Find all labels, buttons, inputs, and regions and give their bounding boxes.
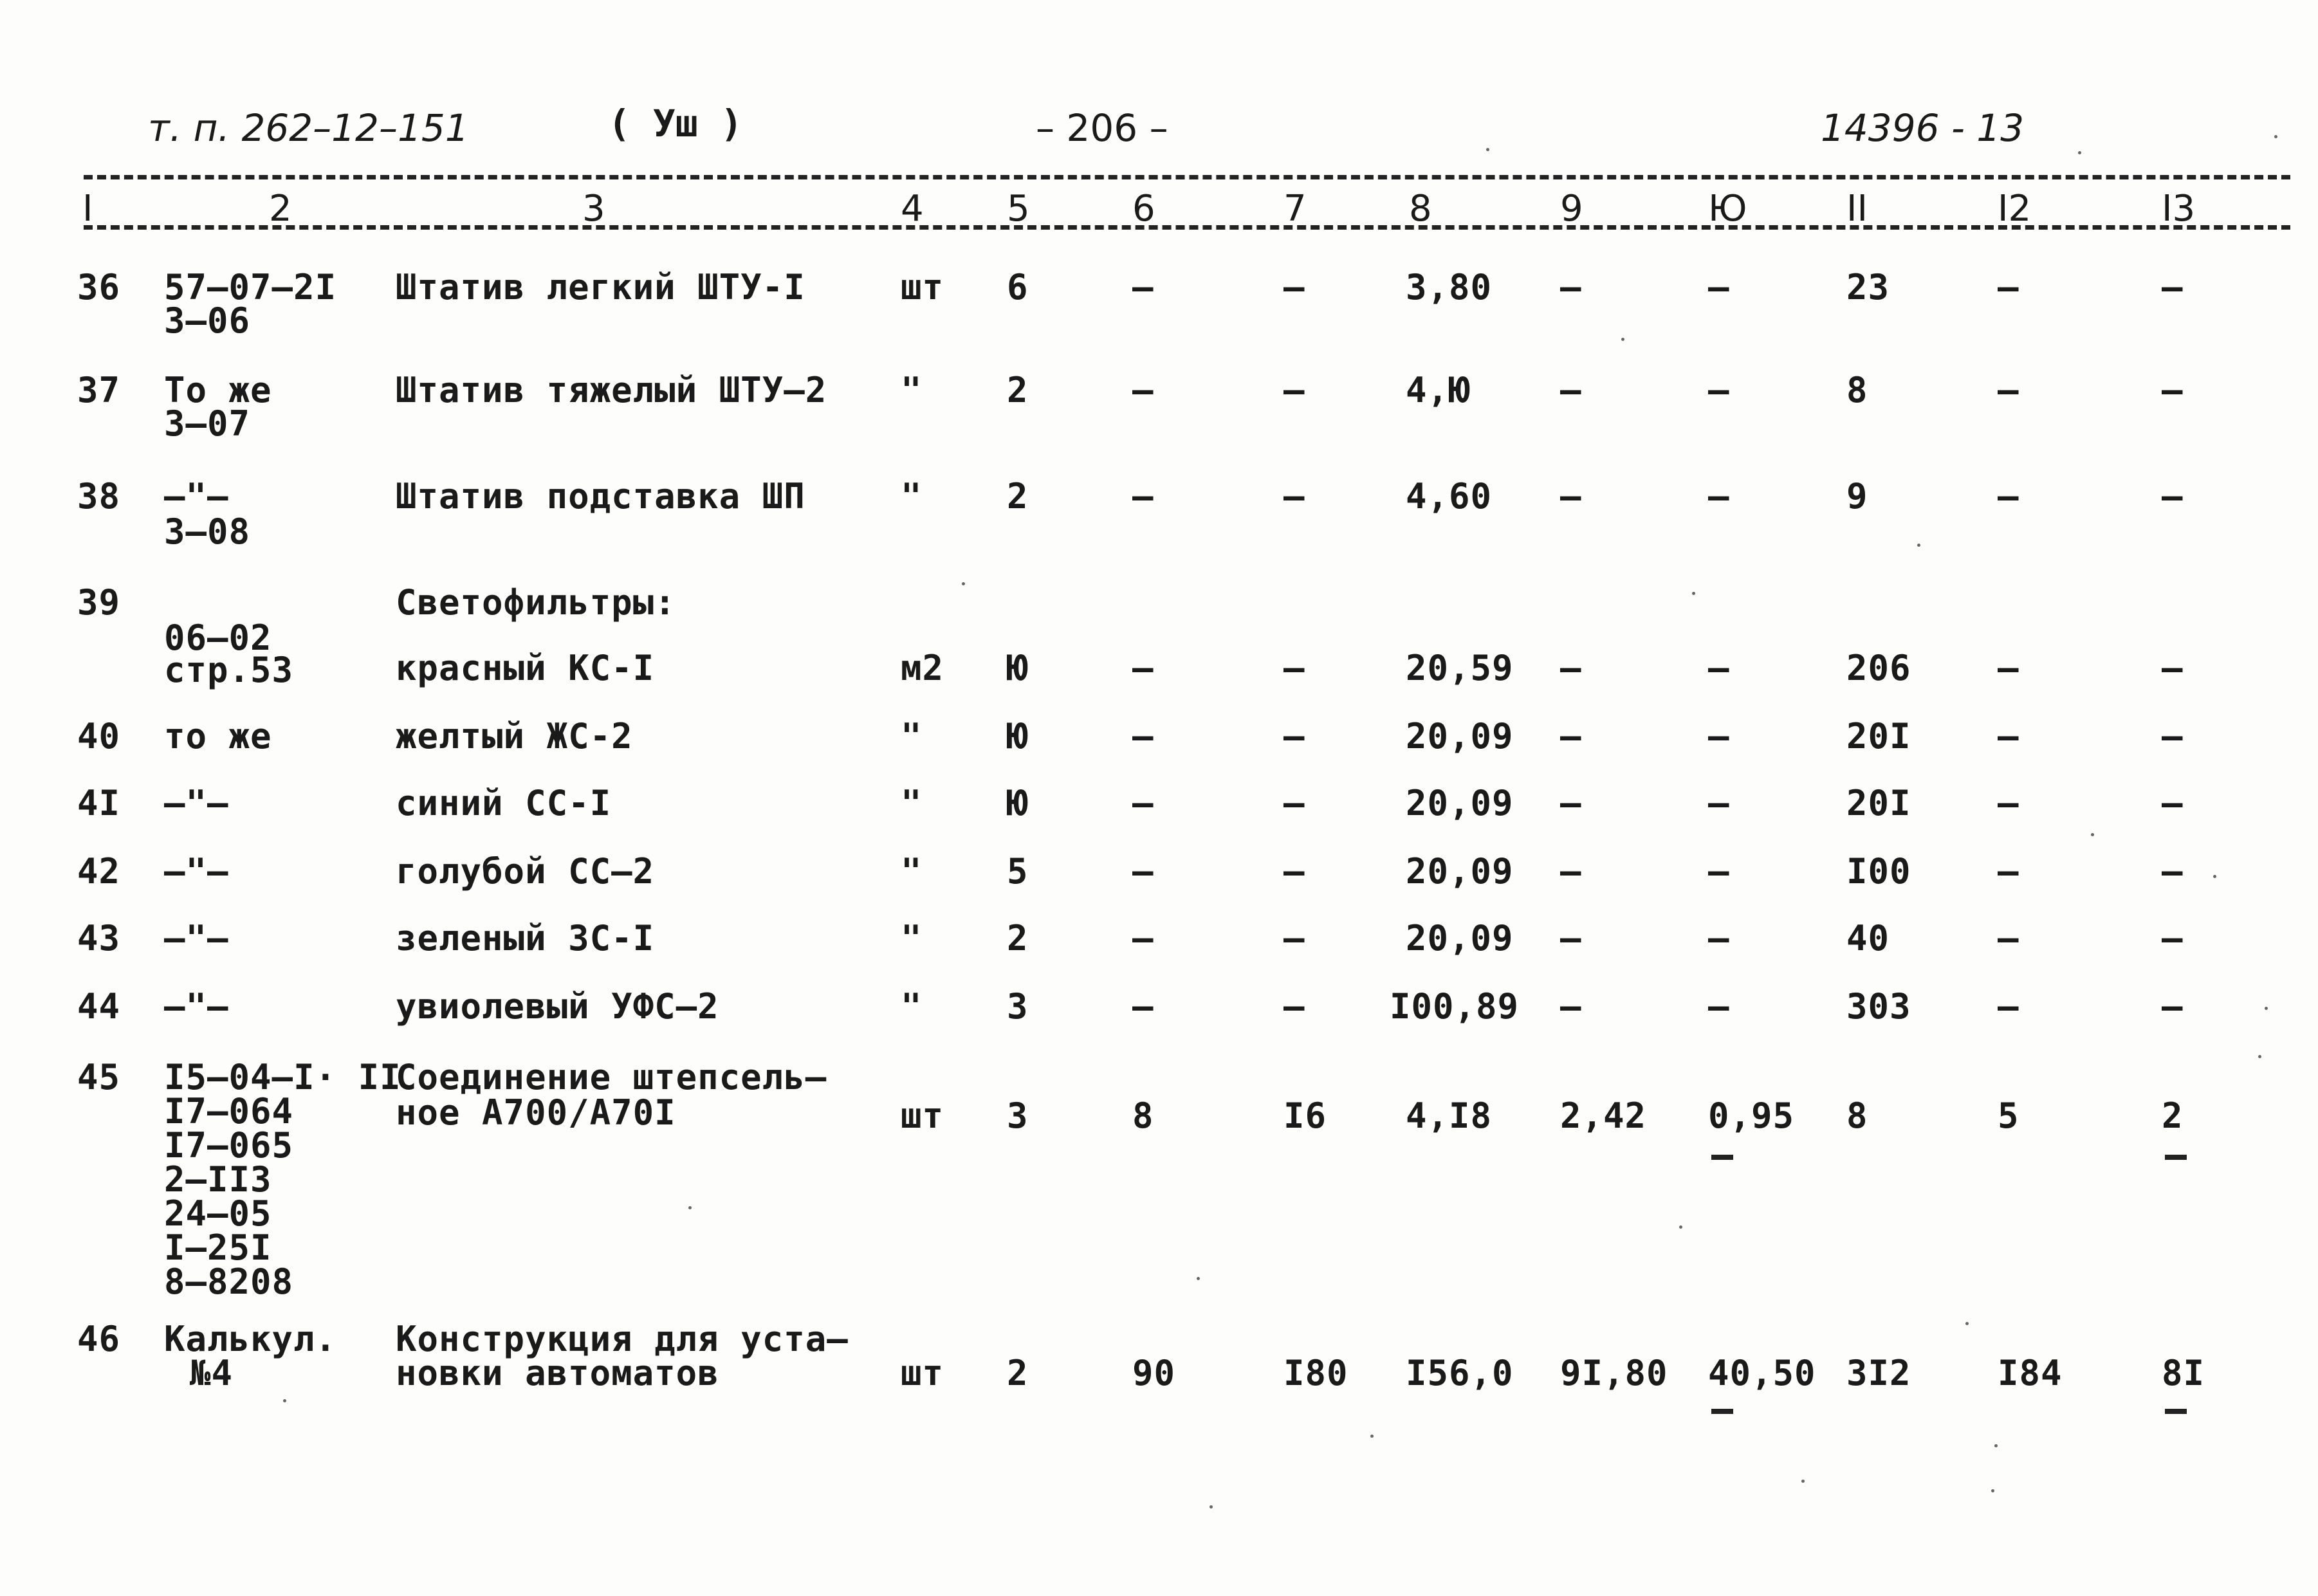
col-5: 2 [1007,370,1029,410]
col-7: – [1283,476,1305,517]
col-12: – [1998,783,2019,823]
col-8: 4,I8 [1406,1096,1493,1136]
col-11: I00 [1846,851,1911,892]
item-name: ное А700/А70I [396,1092,676,1133]
norm-code: стр.53 [164,650,294,690]
col-6: – [1132,783,1154,823]
unit: м2 [901,648,944,688]
project-number: т. п. 262–12–151 [148,106,469,150]
group-heading: Светофильтры: [396,582,676,623]
page-number: – 206 – [1036,106,1168,150]
col-10: – [1708,716,1730,757]
col-9: – [1560,476,1582,517]
col-6: – [1132,851,1154,892]
norm-code: 24–05 [164,1193,272,1234]
col-5: 2 [1007,476,1029,517]
row-number: 36 [77,267,121,307]
unit: " [901,851,923,892]
norm-code: 8–8208 [164,1261,294,1302]
col-8: 20,09 [1406,918,1514,959]
col-9: – [1560,648,1582,688]
scan-speck [2213,875,2216,878]
column-number: 3 [582,188,605,230]
col-8: 4,60 [1406,476,1493,517]
col-6: 8 [1132,1096,1154,1136]
scan-speck [2091,833,2094,836]
norm-code: 57–07–2I [164,267,337,307]
column-number: 6 [1132,188,1155,230]
col-8: 20,09 [1406,783,1514,823]
scan-speck [1679,1225,1682,1229]
col-13: – [2162,476,2184,517]
norm-code: 2–II3 [164,1159,272,1200]
norm-code: I7–064 [164,1091,294,1132]
col-13: – [2162,648,2184,688]
norm-code: –"– [164,783,229,823]
header-rule-top [84,175,2290,179]
col-13: – [2162,370,2184,410]
col-6: – [1132,370,1154,410]
underline-mark [2165,1155,2187,1160]
item-name: синий СС-I [396,783,612,823]
col-10: – [1708,783,1730,823]
item-name: Штатив подставка ШП [396,476,805,517]
col-5: 6 [1007,267,1029,307]
underline-mark [1711,1155,1733,1160]
column-number: I2 [1998,188,2032,230]
col-6: 90 [1132,1353,1176,1393]
col-8: 20,09 [1406,851,1514,892]
col-10: – [1708,918,1730,959]
col-10: – [1708,851,1730,892]
scan-speck [688,1206,692,1209]
col-9: 9I,80 [1560,1353,1668,1393]
unit: " [901,783,923,823]
column-number: I3 [2162,188,2196,230]
item-name: новки автоматов [396,1353,719,1393]
unit: " [901,370,923,410]
scan-speck [1210,1505,1213,1509]
col-7: – [1283,648,1305,688]
col-6: – [1132,476,1154,517]
scan-speck [962,582,965,585]
scan-speck [2265,1007,2268,1010]
scan-speck [1991,1489,1994,1492]
col-11: 40 [1846,918,1890,959]
scan-speck [283,1399,286,1402]
row-number: 4I [77,783,121,823]
row-number: 45 [77,1057,121,1097]
norm-code: –"– [164,918,229,959]
scan-speck [2078,151,2081,154]
col-7: I6 [1283,1096,1327,1136]
col-12: – [1998,370,2019,410]
scan-speck [1621,338,1624,341]
unit: " [901,986,923,1027]
norm-code: Калькул. [164,1319,337,1359]
col-6: – [1132,267,1154,307]
col-10: – [1708,648,1730,688]
col-7: – [1283,267,1305,307]
col-5: 5 [1007,851,1029,892]
col-12: – [1998,476,2019,517]
col-11: 8 [1846,370,1868,410]
row-number: 46 [77,1319,121,1359]
norm-code: 3–07 [164,403,251,444]
column-number: 7 [1283,188,1307,230]
col-12: – [1998,851,2019,892]
column-number: 8 [1409,188,1432,230]
col-13: – [2162,716,2184,757]
col-12: – [1998,986,2019,1027]
col-9: 2,42 [1560,1096,1647,1136]
col-7: I80 [1283,1353,1348,1393]
item-name: красный КС-I [396,648,655,688]
col-6: – [1132,648,1154,688]
col-9: – [1560,918,1582,959]
norm-code: №4 [190,1353,234,1393]
item-name: увиолевый УФС–2 [396,986,719,1027]
col-10: 0,95 [1708,1096,1795,1136]
col-10: – [1708,370,1730,410]
col-13: – [2162,851,2184,892]
col-9: – [1560,267,1582,307]
column-number: II [1846,188,1868,230]
col-7: – [1283,370,1305,410]
col-6: – [1132,918,1154,959]
row-number: 38 [77,476,121,517]
unit: " [901,476,923,517]
col-7: – [1283,783,1305,823]
col-11: 20I [1846,783,1911,823]
col-8: 3,80 [1406,267,1493,307]
col-10: 40,50 [1708,1353,1816,1393]
col-9: – [1560,851,1582,892]
col-12: – [1998,918,2019,959]
column-number: 9 [1560,188,1583,230]
norm-code: I7–065 [164,1125,294,1166]
column-number: 5 [1007,188,1030,230]
col-7: – [1283,716,1305,757]
col-13: 2 [2162,1096,2184,1136]
col-7: – [1283,851,1305,892]
col-5: 2 [1007,1353,1029,1393]
norm-code: –"– [164,476,229,517]
col-6: – [1132,716,1154,757]
col-7: – [1283,918,1305,959]
col-12: – [1998,648,2019,688]
scan-speck [1801,1480,1805,1483]
col-11: 303 [1846,986,1911,1027]
scan-speck [2258,1055,2261,1058]
item-name: голубой СС–2 [396,851,655,892]
col-13: 8I [2162,1353,2205,1393]
norm-code: I–25I [164,1227,272,1268]
col-9: – [1560,783,1582,823]
col-10: – [1708,476,1730,517]
col-5: 2 [1007,918,1029,959]
row-number: 44 [77,986,121,1027]
scan-speck [1370,1435,1374,1438]
item-name: желтый ЖС-2 [396,716,633,757]
col-12: I84 [1998,1353,2063,1393]
column-number: Ю [1708,188,1747,230]
col-13: – [2162,918,2184,959]
underline-mark [2165,1409,2187,1414]
column-number: 2 [269,188,292,230]
col-8: I56,0 [1406,1353,1514,1393]
norm-code: 06–02 [164,618,272,658]
item-name: Штатив легкий ШТУ-I [396,267,805,307]
col-9: – [1560,986,1582,1027]
norm-code: –"– [164,851,229,892]
col-5: Ю [1007,783,1029,823]
col-8: 4,Ю [1406,370,1471,410]
col-8: 20,09 [1406,716,1514,757]
scan-speck [1486,148,1489,151]
unit: " [901,918,923,959]
column-number: I [82,188,93,230]
col-12: 5 [1998,1096,2019,1136]
section-mark: ( Уш ) [608,102,743,145]
norm-code: То же [164,370,272,410]
col-6: – [1132,986,1154,1027]
col-8: 20,59 [1406,648,1514,688]
col-5: Ю [1007,716,1029,757]
row-number: 40 [77,716,121,757]
col-11: 9 [1846,476,1868,517]
col-11: 3I2 [1846,1353,1911,1393]
scan-speck [1994,1444,1998,1447]
row-number: 43 [77,918,121,959]
col-5: 3 [1007,986,1029,1027]
item-name: Соединение штепсель– [396,1057,827,1097]
scan-speck [1965,1322,1969,1325]
scan-speck [1197,1277,1200,1280]
col-11: 8 [1846,1096,1868,1136]
unit: " [901,716,923,757]
col-5: 3 [1007,1096,1029,1136]
unit: шт [901,1353,944,1393]
item-name: Конструкция для уста– [396,1319,849,1359]
item-name: зеленый ЗС-I [396,918,655,959]
norm-code: 3–08 [164,511,251,552]
scan-speck [1917,544,1920,547]
col-11: 23 [1846,267,1890,307]
document-code: 14396 - 13 [1821,106,2025,150]
col-10: – [1708,267,1730,307]
col-9: – [1560,370,1582,410]
col-13: – [2162,986,2184,1027]
col-13: – [2162,267,2184,307]
norm-code: I5–04–I· II [164,1057,401,1097]
norm-code: –"– [164,986,229,1027]
header-rule-bottom [84,225,2290,230]
col-10: – [1708,986,1730,1027]
col-11: 206 [1846,648,1911,688]
scan-speck [2274,135,2277,138]
row-number: 37 [77,370,121,410]
scan-speck [1692,592,1695,595]
norm-code: то же [164,716,272,757]
column-number: 4 [901,188,924,230]
col-11: 20I [1846,716,1911,757]
norm-code: 3–06 [164,300,251,341]
col-5: Ю [1007,648,1029,688]
row-number: 42 [77,851,121,892]
col-12: – [1998,716,2019,757]
unit: шт [901,267,944,307]
col-12: – [1998,267,2019,307]
unit: шт [901,1096,944,1136]
item-name: Штатив тяжелый ШТУ–2 [396,370,827,410]
col-8: I00,89 [1390,986,1520,1027]
underline-mark [1711,1409,1733,1414]
col-9: – [1560,716,1582,757]
col-7: – [1283,986,1305,1027]
col-13: – [2162,783,2184,823]
row-number: 39 [77,582,121,623]
